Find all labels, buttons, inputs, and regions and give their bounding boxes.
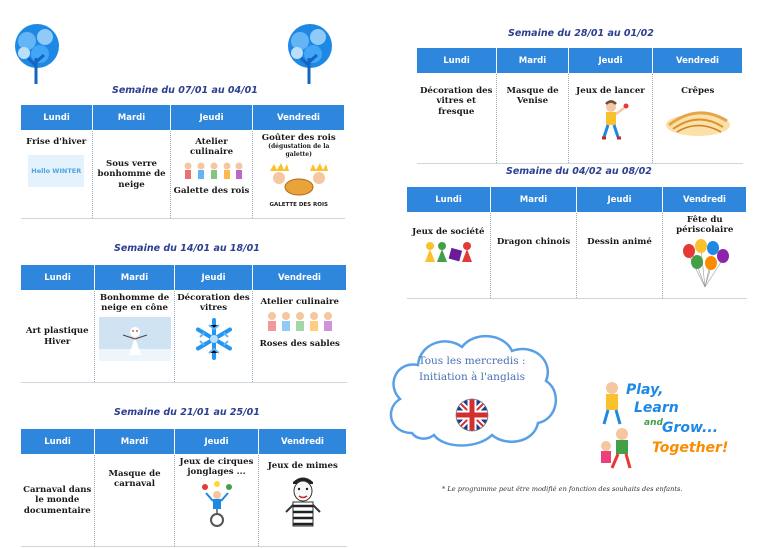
week-2-table [20, 264, 347, 383]
week-3-vendredi-cell [259, 455, 347, 547]
day-header-lundi: Lundi [407, 187, 491, 213]
day-header-lundi: Lundi [21, 265, 95, 291]
mercredis-cloud [382, 325, 562, 453]
day-header-mardi: Mardi [491, 187, 577, 213]
logo-grow: Grow... [662, 420, 719, 436]
week-3-mardi-cell [95, 455, 175, 547]
week-4-jeudi-cell [569, 74, 653, 164]
hello-winter-text: Hello WINTER [31, 167, 82, 176]
activity-label: Atelier culinaire [189, 137, 234, 158]
activity-label: Goûter des rois [261, 133, 336, 143]
activity-label: Atelier culinaire [260, 297, 340, 307]
play-learn-grow-logo [596, 378, 732, 478]
week-1-vendredi-cell [253, 131, 345, 219]
logo-play: Play, [626, 382, 664, 398]
day-header-jeudi: Jeudi [171, 105, 253, 131]
week-5-jeudi-cell [577, 213, 663, 299]
crepes-icon [663, 99, 733, 139]
activity-note: (dégustation de la galette) [268, 143, 330, 158]
child-throwing-icon [591, 99, 631, 147]
activity-label: Art plastique Hiver [25, 326, 89, 347]
mercredis-line-2: Initiation à l'anglais [418, 371, 526, 383]
day-header-vendredi: Vendredi [663, 187, 747, 213]
board-game-pawns-icon [422, 240, 474, 264]
activity-label: Bonhomme de neige en cône [99, 293, 170, 314]
week-2-lundi-cell [21, 291, 95, 383]
week-1-lundi-cell [21, 131, 93, 219]
week-3-title: Semaine du 21/01 au 25/01 [114, 407, 260, 418]
winter-tree-left-icon [10, 22, 64, 86]
day-header-vendredi: Vendredi [259, 429, 347, 455]
cloud-shape [382, 325, 562, 453]
mercredis-line-1: Tous les mercredis : [418, 355, 526, 367]
week-4-lundi-cell [417, 74, 497, 164]
day-header-lundi: Lundi [21, 105, 93, 131]
snowman-cone-icon [99, 317, 171, 361]
uk-flag-icon [454, 397, 490, 433]
activity-label: Jeux de cirques jonglages ... [179, 457, 254, 478]
activity-label: Décoration des vitres et fresque [419, 86, 493, 117]
week-5-table [406, 186, 747, 299]
week-3-lundi-cell [21, 455, 95, 547]
logo-together: Together! [652, 440, 729, 456]
week-2-title: Semaine du 14/01 au 18/01 [114, 243, 260, 254]
week-1-jeudi-cell [171, 131, 253, 219]
activity-sublabel: Roses des sables [259, 339, 340, 350]
day-header-mardi: Mardi [95, 429, 175, 455]
children-cooking-icon [180, 161, 244, 183]
activity-label: Jeux de société [412, 227, 485, 237]
week-4-vendredi-cell [653, 74, 743, 164]
week-1-table [20, 104, 345, 219]
galette-des-rois-icon [266, 161, 332, 201]
activity-label: Décoration des vitres [177, 293, 250, 314]
activity-label: Masque de Venise [506, 86, 559, 107]
day-header-mardi: Mardi [95, 265, 175, 291]
galette-des-rois-text: GALETTE DES ROIS [269, 201, 328, 208]
week-2-vendredi-cell [253, 291, 347, 383]
activity-label: Fête du périscolaire [676, 215, 734, 236]
day-header-jeudi: Jeudi [569, 48, 653, 74]
activity-label: Jeux de mimes [267, 461, 338, 471]
week-4-table [416, 47, 743, 164]
day-header-mardi: Mardi [497, 48, 569, 74]
activity-label: Sous verre bonhomme de neige [97, 159, 166, 190]
activity-label: Crêpes [681, 86, 715, 96]
week-1-mardi-cell [93, 131, 171, 219]
day-header-lundi: Lundi [417, 48, 497, 74]
week-3-table [20, 428, 347, 547]
logo-learn: Learn [634, 400, 679, 416]
week-2-jeudi-cell [175, 291, 253, 383]
week-5-title: Semaine du 04/02 au 08/02 [506, 166, 652, 177]
activity-label: Dessin animé [587, 237, 652, 247]
week-5-lundi-cell [407, 213, 491, 299]
week-4-title: Semaine du 28/01 au 01/02 [508, 28, 654, 39]
juggler-unicycle-icon [197, 481, 237, 527]
day-header-mardi: Mardi [93, 105, 171, 131]
activity-label: Carnaval dans le monde documentaire [23, 485, 92, 516]
balloons-icon [679, 239, 731, 289]
week-3-jeudi-cell [175, 455, 259, 547]
activity-label: Jeux de lancer [576, 86, 645, 96]
activity-label: Frise d'hiver [26, 137, 87, 147]
day-header-jeudi: Jeudi [175, 429, 259, 455]
winter-tree-right-icon [283, 22, 337, 86]
activity-label: Dragon chinois [496, 237, 571, 247]
mime-icon [283, 474, 323, 530]
week-2-mardi-cell [95, 291, 175, 383]
activity-label: Masque de carnaval [108, 469, 161, 490]
day-header-vendredi: Vendredi [253, 265, 347, 291]
week-5-vendredi-cell [663, 213, 747, 299]
logo-and: and [644, 418, 663, 428]
activity-sublabel: Galette des rois [173, 185, 250, 196]
day-header-lundi: Lundi [21, 429, 95, 455]
day-header-vendredi: Vendredi [653, 48, 743, 74]
snowflake-icon [190, 317, 238, 361]
week-1-title: Semaine du 07/01 au 04/01 [112, 85, 258, 96]
day-header-jeudi: Jeudi [577, 187, 663, 213]
week-4-mardi-cell [497, 74, 569, 164]
children-cooking-icon [263, 310, 337, 336]
program-note: * Le programme peut être modifié en fonction des souhaits des enfants. [442, 485, 683, 493]
week-5-mardi-cell [491, 213, 577, 299]
hello-winter-image [28, 155, 84, 187]
day-header-jeudi: Jeudi [175, 265, 253, 291]
day-header-vendredi: Vendredi [253, 105, 345, 131]
